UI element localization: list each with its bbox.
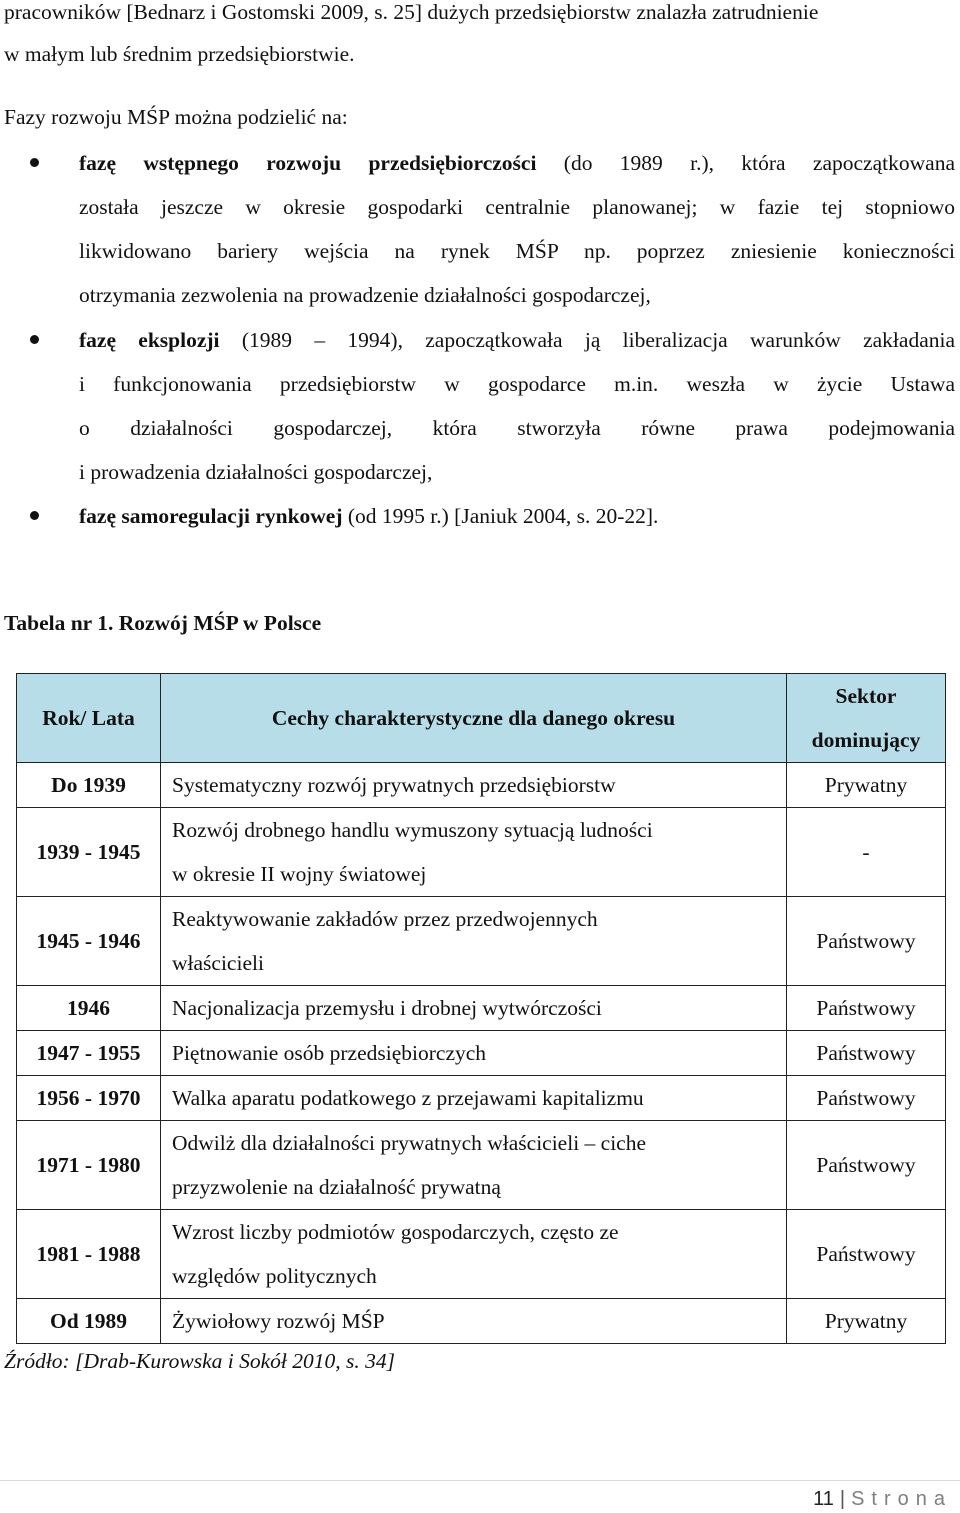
bullet-2-line-3: o działalności gospodarczej, która stworzyła równe prawa podejmowania xyxy=(79,416,955,440)
table-row xyxy=(17,1121,946,1210)
bullet-item-3 xyxy=(79,494,955,538)
cell-description xyxy=(161,1076,787,1121)
intro-line-2: w małym lub średnim przedsiębiorstwie. xyxy=(4,42,355,66)
cell-sector: Państwowy xyxy=(787,1121,946,1210)
description-line-2: przyzwolenie na działalność prywatną xyxy=(172,1175,501,1199)
cell-sector: Państwowy xyxy=(787,1210,946,1299)
table-header-row xyxy=(17,674,946,763)
cell-period: 1956 - 1970 xyxy=(17,1076,161,1121)
header-period: Rok/ Lata xyxy=(17,674,161,763)
bullet-dot-2 xyxy=(30,335,39,344)
cell-description xyxy=(161,1299,787,1344)
cell-period: 1946 xyxy=(17,986,161,1031)
bullet-dot-3 xyxy=(30,511,39,520)
cell-sector: Prywatny xyxy=(787,763,946,808)
cell-period: Do 1939 xyxy=(17,763,161,808)
description-line-1: Rozwój drobnego handlu wymuszony sytuacją ludności xyxy=(172,818,653,842)
cell-period: 1947 - 1955 xyxy=(17,1031,161,1076)
cell-sector: Państwowy xyxy=(787,897,946,986)
bullet-dot-1 xyxy=(30,158,39,167)
cell-sector: Państwowy xyxy=(787,1031,946,1076)
description-line-1: Piętnowanie osób przedsiębiorczych xyxy=(172,1041,487,1065)
table-row xyxy=(17,1210,946,1299)
table-caption: Tabela nr 1. Rozwój MŚP w Polsce xyxy=(4,611,322,635)
bullet-2-line-1: fazę eksplozji (1989 – 1994), zapoczątkowała ją liberalizacja warunków zakładania xyxy=(79,328,956,352)
cell-sector: Prywatny xyxy=(787,1299,946,1344)
cell-description xyxy=(161,1210,787,1299)
description-line-1: Odwilż dla działalności prywatnych właścicieli – ciche xyxy=(172,1131,647,1155)
header-sector: Sektor dominujący xyxy=(787,674,946,763)
description-line-1: Systematyczny rozwój prywatnych przedsiębiorstw xyxy=(172,773,616,797)
bullet-1-line-3: likwidowano bariery wejścia na rynek MŚP np. poprzez zniesienie konieczności xyxy=(79,239,955,263)
bullet-2-line-2: i funkcjonowania przedsiębiorstw w gospodarce m.in. weszła w życie Ustawa xyxy=(79,372,955,396)
page-number: 11 xyxy=(813,1488,834,1510)
cell-description xyxy=(161,763,787,808)
description-line-2: w okresie II wojny światowej xyxy=(172,862,427,886)
intro-line-3: Fazy rozwoju MŚP można podzielić na: xyxy=(4,105,348,129)
cell-sector: Państwowy xyxy=(787,1076,946,1121)
table-row xyxy=(17,1076,946,1121)
table-row xyxy=(17,763,946,808)
intro-line-1: pracowników [Bednarz i Gostomski 2009, s. 25] dużych przedsiębiorstw znalazła zatrudnienie xyxy=(4,0,819,24)
bullet-3-bold: fazę samoregulacji rynkowej xyxy=(79,504,343,528)
development-table xyxy=(16,673,946,1344)
bullet-1-line-2: została jeszcze w okresie gospodarki centralnie planowanej; w fazie tej stopniowo xyxy=(79,195,955,219)
page-word: Strona xyxy=(851,1488,952,1510)
cell-description xyxy=(161,986,787,1031)
cell-period: 1981 - 1988 xyxy=(17,1210,161,1299)
description-line-1: Walka aparatu podatkowego z przejawami kapitalizmu xyxy=(172,1086,644,1110)
description-line-2: względów politycznych xyxy=(172,1264,377,1288)
description-line-1: Reaktywowanie zakładów przez przedwojennych xyxy=(172,907,598,931)
cell-sector: - xyxy=(787,808,946,897)
table-row xyxy=(17,808,946,897)
bullet-item-2 xyxy=(79,318,955,494)
description-line-1: Żywiołowy rozwój MŚP xyxy=(172,1309,385,1333)
header-description: Cechy charakterystyczne dla danego okresu xyxy=(161,674,787,763)
footer-separator: | xyxy=(839,1488,846,1510)
table-source: Źródło: [Drab-Kurowska i Sokół 2010, s. 34] xyxy=(4,1349,396,1373)
table-row xyxy=(17,1031,946,1076)
description-line-1: Nacjonalizacja przemysłu i drobnej wytwórczości xyxy=(172,996,602,1020)
description-line-2: właścicieli xyxy=(172,951,264,975)
cell-description xyxy=(161,1121,787,1210)
bullet-1-bold: fazę wstępnego rozwoju przedsiębiorczości xyxy=(79,151,537,175)
cell-period: 1945 - 1946 xyxy=(17,897,161,986)
bullet-1-line-1: fazę wstępnego rozwoju przedsiębiorczości (do 1989 r.), która zapoczątkowana xyxy=(79,151,955,175)
cell-period: 1939 - 1945 xyxy=(17,808,161,897)
bullet-item-1 xyxy=(79,141,955,317)
table-row xyxy=(17,1299,946,1344)
bullet-2-line-4: i prowadzenia działalności gospodarczej, xyxy=(79,460,433,484)
cell-description xyxy=(161,1031,787,1076)
cell-description xyxy=(161,808,787,897)
footer-divider xyxy=(0,1480,960,1481)
bullet-3-line-1: fazę samoregulacji rynkowej (od 1995 r.) [Janiuk 2004, s. 20-22]. xyxy=(79,504,659,528)
description-line-1: Wzrost liczby podmiotów gospodarczych, często ze xyxy=(172,1220,619,1244)
cell-sector: Państwowy xyxy=(787,986,946,1031)
bullet-1-line-4: otrzymania zezwolenia na prowadzenie działalności gospodarczej, xyxy=(79,283,651,307)
bullet-2-bold: fazę eksplozji xyxy=(79,328,220,352)
table-row xyxy=(17,897,946,986)
cell-period: 1971 - 1980 xyxy=(17,1121,161,1210)
cell-description xyxy=(161,897,787,986)
cell-period: Od 1989 xyxy=(17,1299,161,1344)
page-footer xyxy=(813,1485,952,1513)
table-row xyxy=(17,986,946,1031)
table-body xyxy=(17,763,946,1344)
